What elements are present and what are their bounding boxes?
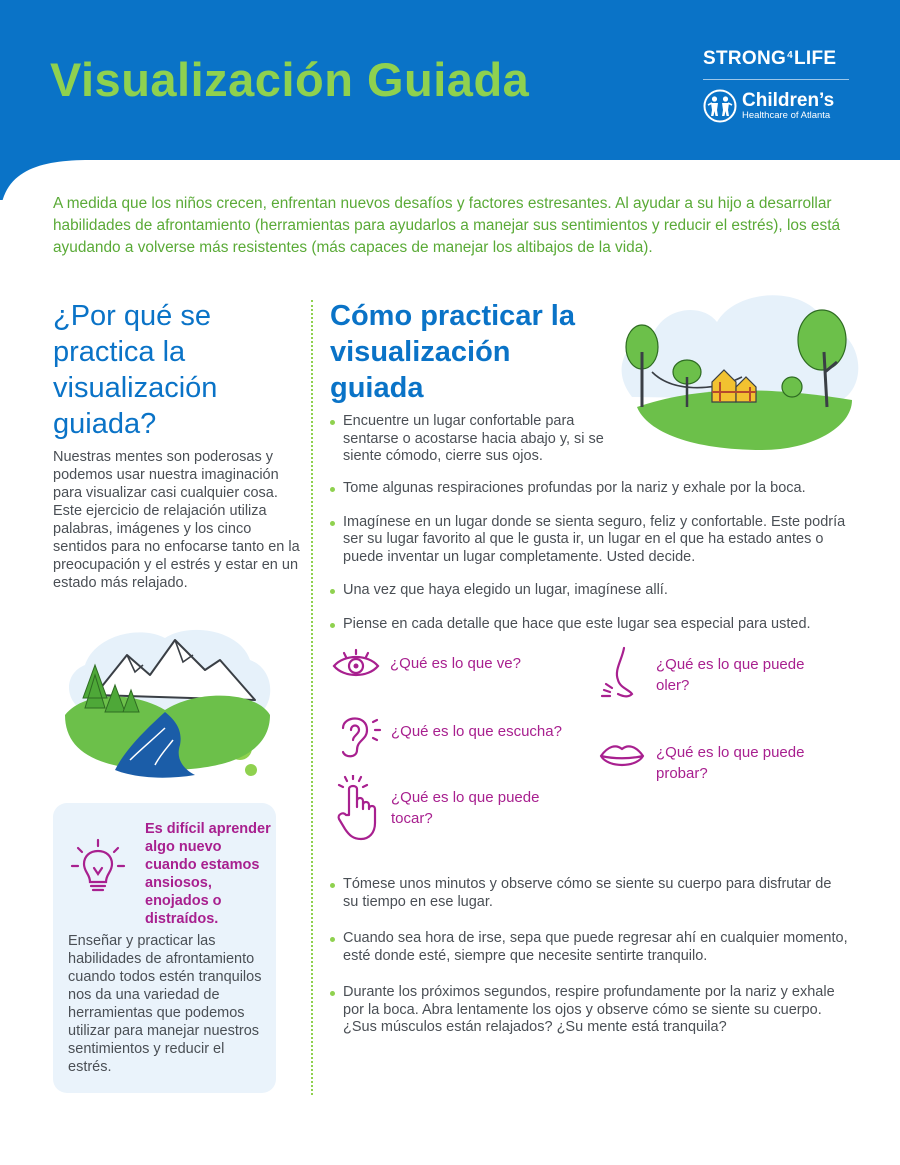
childrens-logo: Children’s Healthcare of Atlanta [703, 89, 853, 123]
hand-icon [335, 775, 379, 841]
list-item: Tome algunas respiraciones profundas por la nariz y exhale por la boca. [330, 480, 850, 498]
list-item: Una vez que haya elegido un lugar, imagínese allí. [330, 582, 850, 600]
lips-icon [598, 738, 646, 774]
nose-icon [598, 646, 644, 702]
tip-heading: Es difícil aprender algo nuevo cuando estamos ansiosos, enojados o distraídos. [145, 821, 271, 927]
left-heading: ¿Por qué se practica la visualización guiada? [53, 300, 218, 440]
brand-logos [703, 48, 853, 123]
sense-see: ¿Qué es lo que ve? [330, 648, 521, 684]
ear-icon [335, 710, 383, 760]
park-illustration [612, 282, 870, 452]
steps-top [330, 413, 620, 466]
sense-taste: ¿Qué es lo que puede probar? [598, 738, 836, 784]
page-title: Visualización Guiada [50, 53, 530, 106]
tip-body: Enseñar y practicar las habilidades de afrontamiento cuando todos estén tranquilos nos da una variedad de herramientas que podemos utilizar para manejar nuestros sentimientos y reducir el estrés. [68, 933, 262, 1075]
mountain-river-illustration [55, 620, 280, 780]
strong4life-logo: STRONG $^4$ LIFE [703, 48, 837, 69]
list-item: Tómese unos minutos y observe cómo se siente su cuerpo para disfrutar de su tiempo en ese lugar. [330, 876, 850, 911]
left-paragraph: Nuestras mentes son poderosas y podemos usar nuestra imaginación para visualizar casi cualquier cosa. Este ejercicio de relajación utiliza palabras, imágenes y los cinco sentidos para no enfocarse tanto en la preocupación y el estrés y estar en un estado más relajado. [53, 449, 300, 591]
list-item: Piense en cada detalle que hace que este lugar sea especial para usted. [330, 616, 850, 634]
list-item: Encuentre un lugar confortable para sentarse o acostarse hacia abajo y, si se siente cómodo, cierre sus ojos. [330, 413, 620, 466]
sense-touch: ¿Qué es lo que puede tocar? [335, 775, 571, 841]
brand-divider [703, 79, 849, 80]
right-heading: Cómo practicar la visualización guiada [330, 300, 575, 404]
sense-hear: ¿Qué es lo que escucha? [335, 710, 562, 760]
steps-bottom [330, 876, 850, 1056]
list-item: Cuando sea hora de irse, sepa que puede regresar ahí en cualquier momento, esté donde esté, siempre que necesite sentirte tranquilo. [330, 930, 850, 965]
childrens-logo-icon [703, 89, 737, 123]
lightbulb-icon [68, 838, 128, 896]
steps-mid [330, 480, 850, 649]
intro-paragraph: A medida que los niños crecen, enfrentan nuevos desafíos y factores estresantes. Al ayudar a su hijo a desarrollar habilidades de afrontamiento (herramientas para ayudarlos a manejar sus sentimientos y reducir el estrés), los está ayudando a volverse más resistentes (más capaces de manejar los altibajos de la vida). [53, 195, 841, 256]
eye-icon [330, 648, 382, 684]
sense-smell: ¿Qué es lo que puede oler? [598, 646, 836, 702]
list-item: Imagínese en un lugar donde se sienta seguro, feliz y confortable. Este podría ser su lugar favorito al que le gusta ir, un lugar en el que ha estado antes o puede inventar un lugar completamente. Usted decide. [330, 514, 850, 567]
list-item: Durante los próximos segundos, respire profundamente por la nariz y exhale por la boca. Abra lentamente los ojos y observe cómo se siente su cuerpo. ¿Sus músculos están relajados? ¿Su mente está tranquila? [330, 984, 850, 1037]
column-divider [311, 300, 313, 1095]
